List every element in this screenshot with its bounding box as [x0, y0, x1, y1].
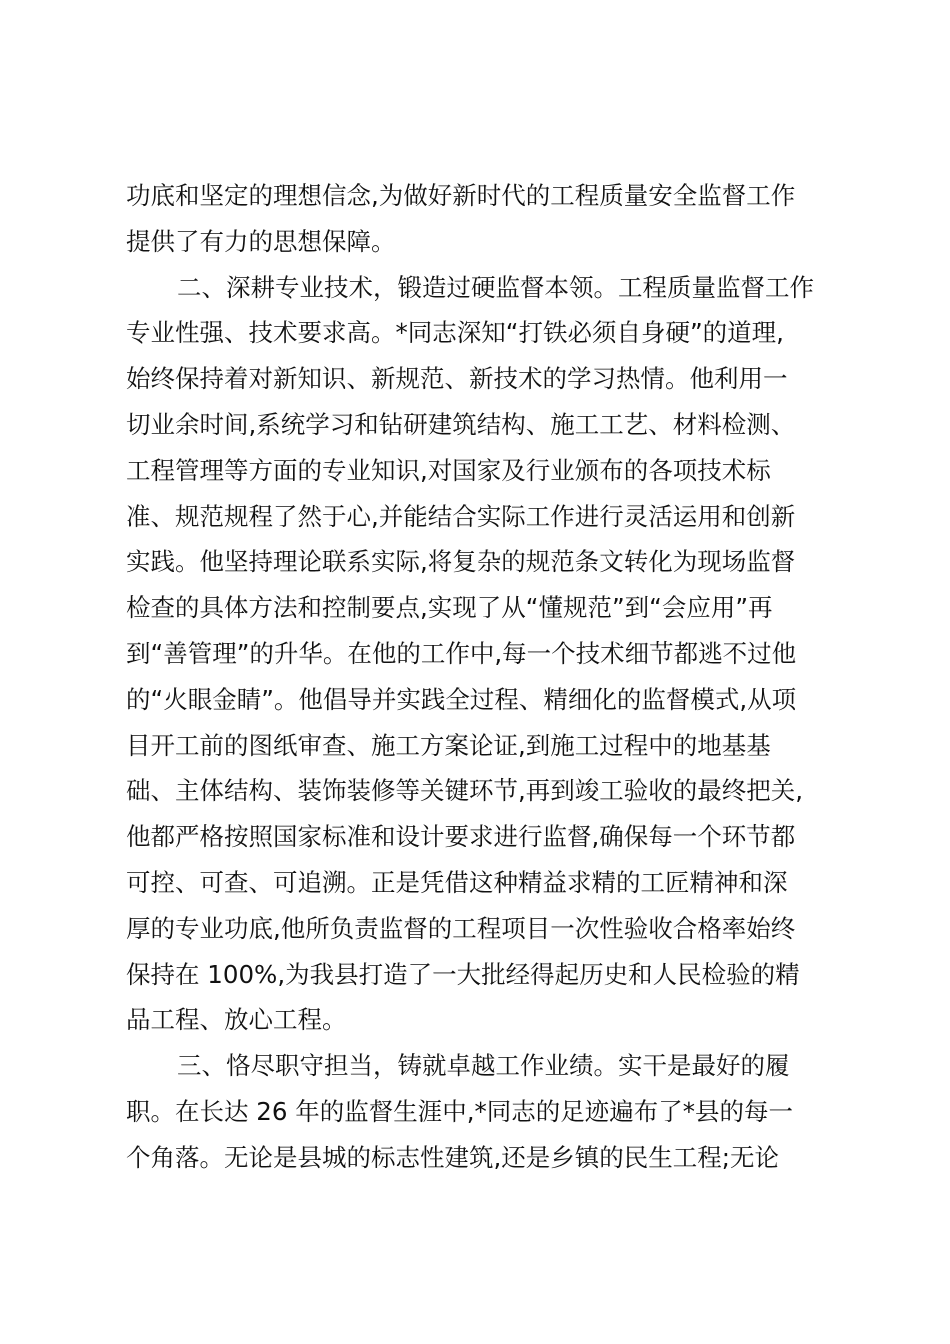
section-heading-line: 三、恪尽职守担当，铸就卓越工作业绩。实干是最好的履 [177, 1051, 790, 1081]
text-line: 目开工前的图纸审查、施工方案论证,到施工过程中的地基基 [126, 730, 771, 760]
text-line: 检查的具体方法和控制要点,实现了从“懂规范”到“会应用”再 [126, 593, 773, 623]
text-line: 础、主体结构、装饰装修等关键环节,再到竣工验收的最终把关, [126, 776, 804, 806]
text-line: 可控、可查、可追溯。正是凭借这种精益求精的工匠精神和深 [126, 867, 788, 897]
text-line: 实践。他坚持理论联系实际,将复杂的规范条文转化为现场监督 [126, 547, 796, 577]
text-line: 个角落。无论是县城的标志性建筑,还是乡镇的民生工程;无论 [126, 1142, 780, 1172]
text-line: 始终保持着对新知识、新规范、新技术的学习热情。他利用一 [126, 364, 788, 394]
text-line: 准、规范规程了然于心,并能结合实际工作进行灵活运用和创新 [126, 501, 796, 531]
section-heading-line: 二、深耕专业技术，锻造过硬监督本领。工程质量监督工作 [177, 272, 814, 302]
text-line: 功底和坚定的理想信念,为做好新时代的工程质量安全监督工作 [126, 181, 796, 210]
text-line: 的“火眼金睛”。他倡导并实践全过程、精细化的监督模式,从项 [126, 684, 797, 714]
text-line: 切业余时间,系统学习和钻研建筑结构、施工工艺、材料检测、 [126, 409, 796, 439]
body-text [126, 173, 846, 1181]
text-line: 职。在长达 26 年的监督生涯中,*同志的足迹遍布了*县的每一 [126, 1096, 794, 1126]
text-line: 保持在 100%,为我县打造了一大批经得起历史和人民检验的精 [126, 959, 800, 989]
text-line: 专业性强、技术要求高。*同志深知“打铁必须自身硬”的道理, [126, 318, 784, 348]
text-line: 工程管理等方面的专业知识,对国家及行业颁布的各项技术标 [126, 455, 771, 485]
text-line: 他都严格按照国家标准和设计要求进行监督,确保每一个环节都 [126, 822, 796, 852]
text-line: 提供了有力的思想保障。 [126, 226, 396, 256]
text-line: 品工程、放心工程。 [126, 1005, 347, 1035]
text-line: 到“善管理”的升华。在他的工作中,每一个技术细节都逃不过他 [126, 638, 797, 668]
text-line: 厚的专业功底,他所负责监督的工程项目一次性验收合格率始终 [126, 913, 796, 943]
